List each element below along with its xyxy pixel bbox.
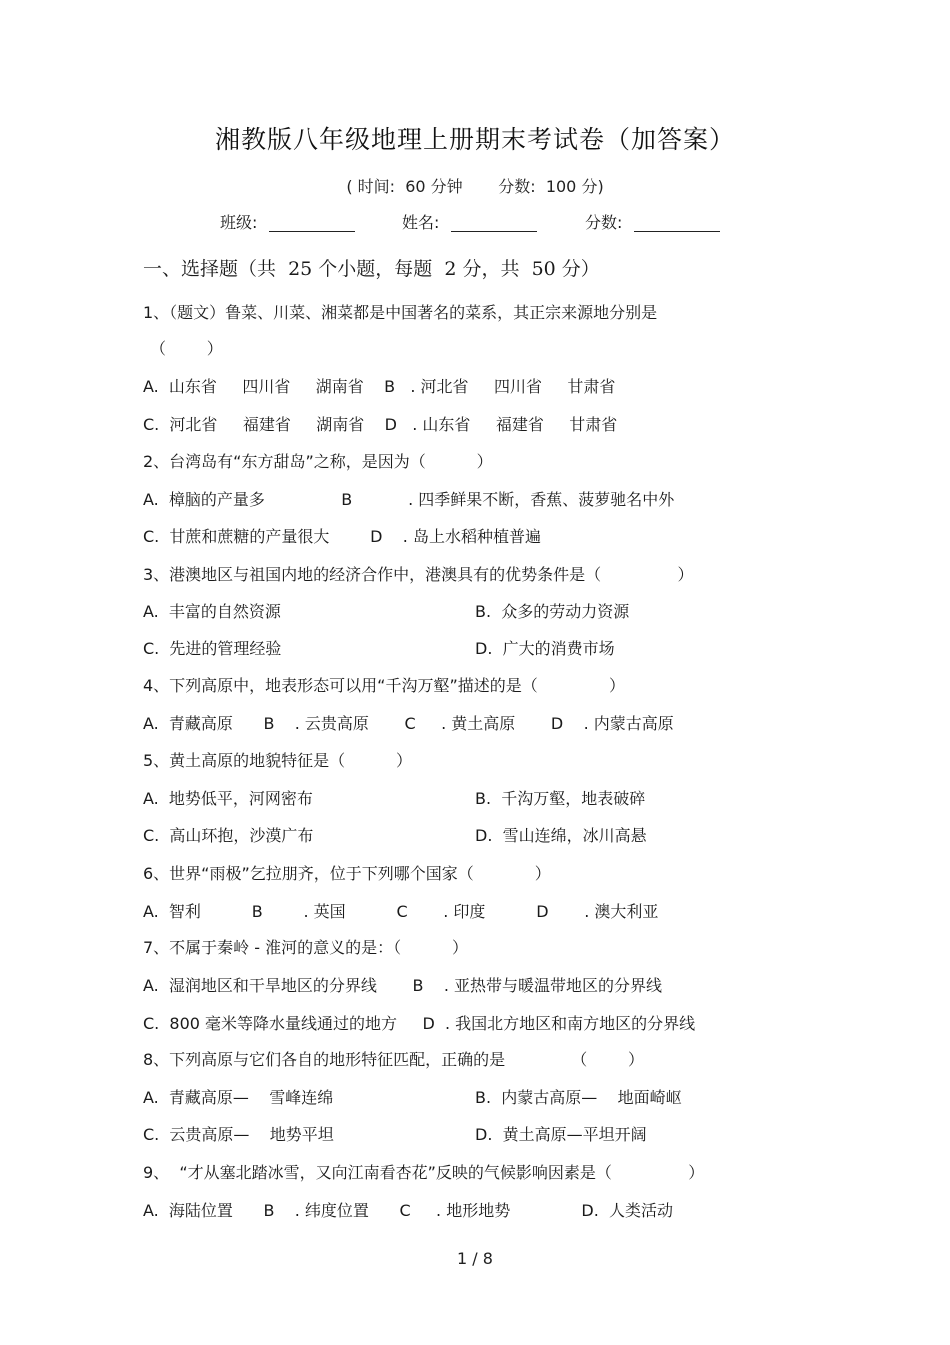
class-field[interactable] <box>220 210 355 233</box>
class-blank[interactable] <box>269 213 355 232</box>
class-label: 班级: <box>220 213 258 232</box>
score-label: 分数: <box>585 213 623 232</box>
question-3-option-c: C. 先进的管理经验 <box>143 639 282 658</box>
name-field[interactable] <box>402 210 537 233</box>
exam-subtitle: ( 时间: 60 分钟 分数: 100 分) <box>346 177 604 196</box>
question-8-option-a: A. 青藏高原— 雪峰连绵 <box>143 1088 334 1107</box>
question-3-stem: 3、港澳地区与祖国内地的经济合作中，港澳具有的优势条件是（ ） <box>143 565 694 584</box>
question-3-option-d: D. 广大的消费市场 <box>475 639 615 658</box>
question-9-stem: 9、 “才从塞北踏冰雪，又向江南看杏花”反映的气候影响因素是（ ） <box>143 1163 705 1182</box>
question-5-option-d: D. 雪山连绵，冰川高悬 <box>475 826 647 845</box>
score-blank[interactable] <box>634 213 720 232</box>
question-1-options-row-1: A. 山东省 四川省 湖南省 B . 河北省 四川省 甘肃省 <box>143 377 616 396</box>
question-5-stem: 5、黄土高原的地貌特征是（ ） <box>143 751 413 770</box>
question-2-stem: 2、台湾岛有“东方甜岛”之称，是因为（ ） <box>143 452 493 471</box>
question-6-stem: 6、世界“雨极”乞拉朋齐，位于下列哪个国家（ ） <box>143 864 551 883</box>
question-8-option-b: B. 内蒙古高原— 地面崎岖 <box>475 1088 682 1107</box>
question-7-stem: 7、不属于秦岭 - 淮河的意义的是：（ ） <box>143 938 468 957</box>
question-5-option-b: B. 千沟万壑，地表破碎 <box>475 789 646 808</box>
question-1-stem-cont: （ ） <box>150 339 223 358</box>
question-8-option-d: D. 黄土高原—平坦开阔 <box>475 1125 647 1144</box>
question-5-option-a: A. 地势低平，河网密布 <box>143 789 313 808</box>
question-3-option-b: B. 众多的劳动力资源 <box>475 602 630 621</box>
question-4-options-row-1: A. 青藏高原 B . 云贵高原 C . 黄土高原 D . 内蒙古高原 <box>143 714 674 733</box>
page-number: 1 / 8 <box>457 1249 493 1268</box>
question-6-options-row-1: A. 智利 B . 英国 C . 印度 D . 澳大利亚 <box>143 902 659 921</box>
name-label: 姓名: <box>402 213 440 232</box>
name-blank[interactable] <box>451 213 537 232</box>
question-2-options-row-1: A. 樟脑的产量多 B . 四季鲜果不断，香蕉、菠萝驰名中外 <box>143 490 675 509</box>
question-8-option-c: C. 云贵高原— 地势平坦 <box>143 1125 334 1144</box>
section-heading: 一、选择题（共 25 个小题，每题 2 分，共 50 分） <box>143 258 600 280</box>
question-1-stem: 1、（题文）鲁菜、川菜、湘菜都是中国著名的菜系，其正宗来源地分别是 <box>143 303 658 322</box>
question-9-options-row-1: A. 海陆位置 B . 纬度位置 C . 地形地势 D. 人类活动 <box>143 1201 674 1220</box>
question-7-options-row-2: C. 800 毫米等降水量线通过的地方 D . 我国北方地区和南方地区的分界线 <box>143 1014 696 1033</box>
question-1-options-row-2: C. 河北省 福建省 湖南省 D . 山东省 福建省 甘肃省 <box>143 415 618 434</box>
question-2-options-row-2: C. 甘蔗和蔗糖的产量很大 D . 岛上水稻种植普遍 <box>143 527 541 546</box>
question-5-option-c: C. 高山环抱，沙漠广布 <box>143 826 314 845</box>
question-3-option-a: A. 丰富的自然资源 <box>143 602 281 621</box>
student-info-fields <box>0 210 950 240</box>
exam-title: 湘教版八年级地理上册期末考试卷（加答案） <box>214 125 735 154</box>
question-8-stem: 8、下列高原与它们各自的地形特征匹配，正确的是 （ ） <box>143 1050 644 1069</box>
question-7-options-row-1: A. 湿润地区和干旱地区的分界线 B . 亚热带与暖温带地区的分界线 <box>143 976 663 995</box>
question-4-stem: 4、下列高原中，地表形态可以用“千沟万壑”描述的是（ ） <box>143 676 625 695</box>
score-field[interactable] <box>585 210 720 233</box>
